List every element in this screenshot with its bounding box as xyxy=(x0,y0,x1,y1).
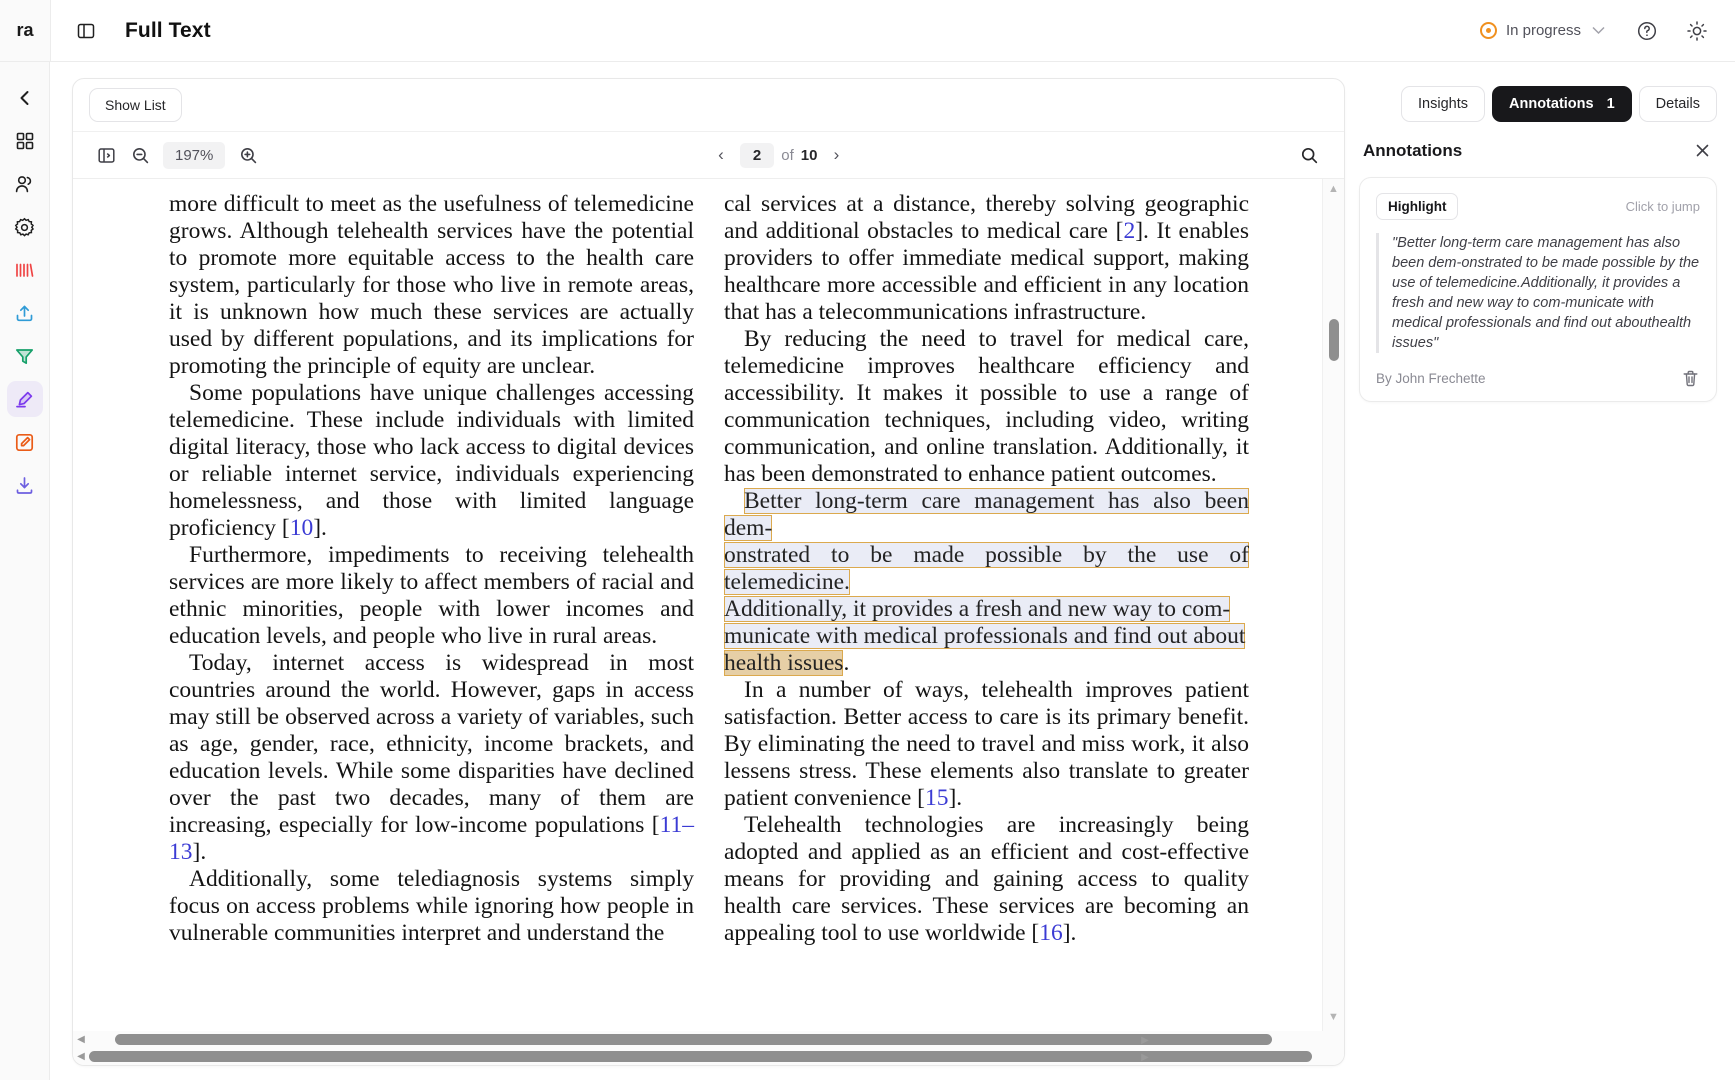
sidebar-item-annotate[interactable] xyxy=(7,424,43,460)
tab-insights[interactable]: Insights xyxy=(1401,86,1485,122)
panel-header xyxy=(1359,130,1717,177)
tab-annotations-label: Annotations xyxy=(1509,96,1594,112)
show-list-button[interactable]: Show List xyxy=(89,88,182,122)
page-number-input[interactable]: 2 xyxy=(740,143,774,168)
sidebar-item-upload[interactable] xyxy=(7,295,43,331)
sidebar-item-download[interactable] xyxy=(7,467,43,503)
paragraph: Some populations have unique challenges accessing telemedicine. These include individuals with limited digital literacy, those who lack access to digital devices or reliable internet service, individuals experiencing homelessness, and those with limited language proficiency [10]. xyxy=(169,380,694,541)
status-dot-icon xyxy=(1480,22,1497,39)
page-total-label: 10 xyxy=(800,146,818,164)
sun-icon[interactable] xyxy=(1679,13,1715,49)
help-circle-icon[interactable] xyxy=(1629,13,1665,49)
sidebar-item-settings[interactable] xyxy=(7,209,43,245)
page-sidebar-icon[interactable] xyxy=(89,140,123,170)
viewer-column xyxy=(50,62,1345,1080)
scroll-right-arrow-icon[interactable]: ▶ xyxy=(1141,1035,1149,1046)
scroll-left-arrow-icon-2[interactable]: ◀ xyxy=(77,1051,85,1062)
panel-tabs xyxy=(1359,78,1717,130)
pdf-viewer-card xyxy=(72,78,1345,1066)
paragraph: By reducing the need to travel for medical care, telemedicine improves healthcare efficiency and accessibility. It makes it possible to use a range of communication techniques, including video, writing communication, and online translation. Additionally, it has been demonstrated to enhance patient outcomes. xyxy=(724,326,1249,487)
highlight-line[interactable]: municate with medical professionals and find out about xyxy=(724,623,1246,649)
scroll-right-arrow-icon-2[interactable]: ▶ xyxy=(1141,1052,1149,1063)
horizontal-scrollbar-outer[interactable] xyxy=(73,1048,1344,1065)
pdf-toolbar xyxy=(73,131,1344,179)
sidebar-item-statistics[interactable] xyxy=(7,252,43,288)
document-right-column xyxy=(724,191,1249,947)
page-of-label: of xyxy=(781,146,794,164)
annotation-author: By John Frechette xyxy=(1376,371,1486,386)
scroll-up-arrow-icon[interactable]: ▲ xyxy=(1328,183,1339,195)
pdf-body xyxy=(73,179,1344,1065)
sidebar-item-highlight[interactable] xyxy=(7,381,43,417)
top-bar xyxy=(0,0,1735,62)
zoom-level-input[interactable]: 197% xyxy=(163,142,225,169)
page-navigation xyxy=(706,140,852,170)
paragraph: Today, internet access is widespread in most countries around the world. However, gaps in access may still be observed across a variety of variables, such as age, gender, race, ethnicity, income brackets, and education levels. While some disparities have declined over the past two decades, many of them are increasing, especially for low-income populations [11–13]. xyxy=(169,650,694,865)
annotation-card[interactable] xyxy=(1359,177,1717,402)
app-logo[interactable]: ra xyxy=(0,0,50,61)
next-page-button[interactable]: › xyxy=(833,145,840,164)
paragraph: Furthermore, impediments to receiving telehealth services are more likely to affect members of racial and ethnic minorities, people with lower incomes and education levels, and people who live in rural areas. xyxy=(169,542,694,649)
annotation-quote: "Better long-term care management has also been dem-onstrated to be made possible by the use of telemedicine.Additionally, it provides a fresh and new way to com-municate with medical professionals and find out abouthealth issues" xyxy=(1376,233,1700,353)
panel-left-icon[interactable] xyxy=(69,14,103,48)
paragraph: cal services at a distance, thereby solving geographic and additional obstacles to medical care [2]. It enables providers to offer immediate medical support, making healthcare more accessible and efficient in any location that has a telecommunications infrastructure. xyxy=(724,191,1249,325)
sidebar-item-dashboard[interactable] xyxy=(7,123,43,159)
pdf-page[interactable] xyxy=(73,179,1322,1031)
search-icon[interactable] xyxy=(1292,140,1326,170)
highlight-line[interactable]: health issues xyxy=(724,650,844,676)
left-rail xyxy=(0,62,50,1080)
annotations-panel xyxy=(1345,62,1735,1080)
paragraph: Additionally, some telediagnosis systems simply focus on access problems while ignoring how people in vulnerable communities interpret and understand the xyxy=(169,866,694,946)
tab-details[interactable]: Details xyxy=(1639,86,1717,122)
highlight-line[interactable]: Additionally, it provides a fresh and new way to com- xyxy=(724,596,1231,622)
zoom-in-icon[interactable] xyxy=(231,140,265,170)
trash-icon[interactable] xyxy=(1681,369,1700,388)
click-to-jump-link[interactable]: Click to jump xyxy=(1625,199,1700,214)
scroll-down-arrow-icon[interactable]: ▼ xyxy=(1328,1011,1339,1023)
highlighted-paragraph[interactable] xyxy=(724,488,1249,677)
paragraph: In a number of ways, telehealth improves patient satisfaction. Better access to care is its primary benefit. By eliminating the need to travel and miss work, it also lessens stress. These elements also translate to greater patient convenience [15]. xyxy=(724,677,1249,811)
document-left-column xyxy=(169,191,694,947)
sidebar-item-collapse[interactable] xyxy=(7,80,43,116)
paragraph: more difficult to meet as the usefulness of telemedicine grows. Although telehealth services have the potential to promote more equitable access to the health care system, particularly for those who live in remote areas, it is unknown how much these services are actually used by different populations, and its implications for promoting the principle of equity are unclear. xyxy=(169,191,694,379)
status-dropdown[interactable] xyxy=(1470,16,1615,45)
highlight-trailing: . xyxy=(843,650,850,676)
page-title: Full Text xyxy=(125,18,211,42)
paragraph: Telehealth technologies are increasingly being adopted and applied as an efficient and cost-effective means for providing and gaining access to quality health care services. These services are becoming an appealing tool to use worldwide [16]. xyxy=(724,812,1249,946)
status-label: In progress xyxy=(1505,22,1581,39)
highlight-line[interactable]: onstrated to be made possible by the use of telemedicine. xyxy=(724,542,1249,595)
panel-title: Annotations xyxy=(1363,140,1463,160)
close-icon[interactable] xyxy=(1690,138,1715,163)
zoom-out-icon[interactable] xyxy=(123,140,157,170)
vertical-scrollbar-thumb[interactable] xyxy=(1329,319,1339,361)
sidebar-item-filter[interactable] xyxy=(7,338,43,374)
prev-page-button[interactable]: ‹ xyxy=(718,145,724,164)
highlight-line[interactable]: Better long-term care management has also been dem- xyxy=(724,488,1249,541)
chevron-down-icon xyxy=(1592,26,1605,35)
vertical-scrollbar[interactable] xyxy=(1322,179,1344,1031)
tab-annotations-count: 1 xyxy=(1606,96,1615,112)
scroll-left-arrow-icon[interactable]: ◀ xyxy=(77,1034,85,1045)
sidebar-item-collaborators[interactable] xyxy=(7,166,43,202)
annotation-type-badge[interactable]: Highlight xyxy=(1376,193,1458,220)
tab-annotations[interactable] xyxy=(1492,86,1632,122)
